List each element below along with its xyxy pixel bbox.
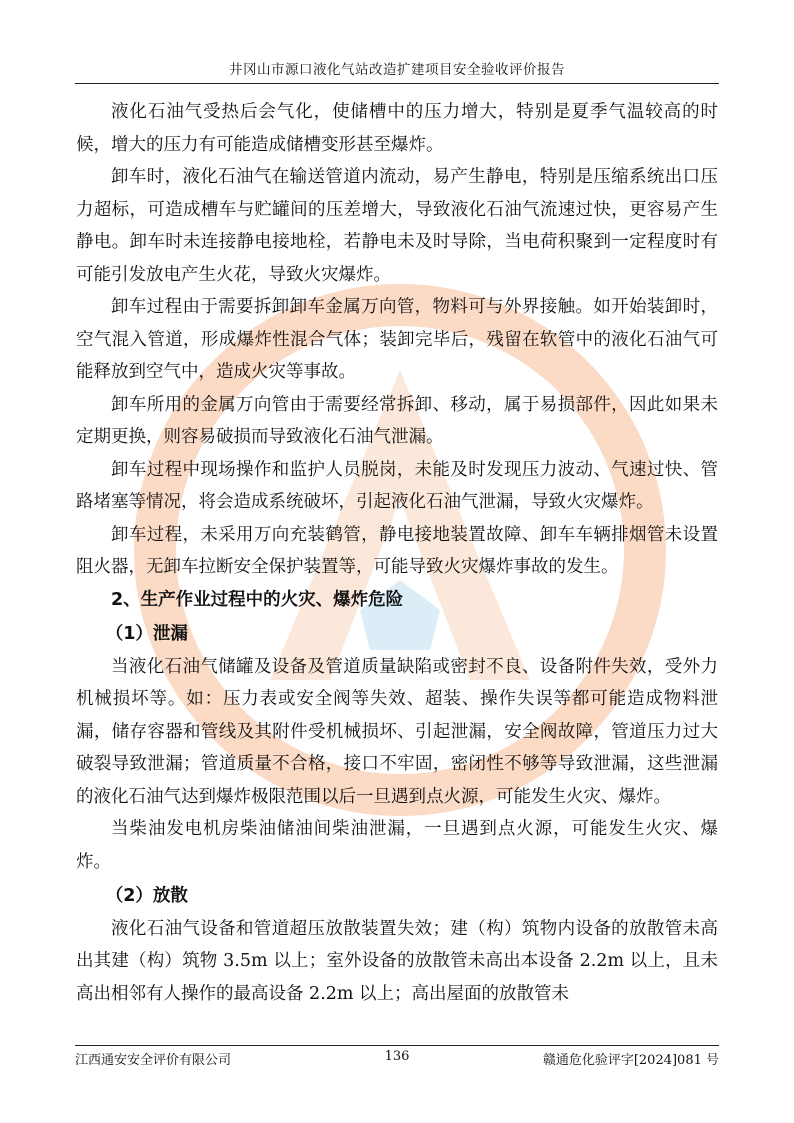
- paragraph: 液化石油气设备和管道超压放散装置失效；建（构）筑物内设备的放散管未高出其建（构）筑物 3.5m 以上；室外设备的放散管未高出本设备 2.2m 以上，且未高出相邻有人操作的最高设备 2.2m 以上；高出屋面的放散管未: [76, 918, 718, 1004]
- subsection-heading: （2）放散: [105, 886, 188, 906]
- paragraph: 卸车时，液化石油气在输送管道内流动，易产生静电，特别是压缩系统出口压力超标，可造成槽车与贮罐间的压差增大，导致液化石油气流速过快，更容易产生静电。卸车时未连接静电接地栓，若静电未及时导除，当电荷积聚到一定程度时有可能引发放电产生火花，导致火灾爆炸。: [76, 167, 718, 285]
- section-heading: 2、生产作业过程中的火灾、爆炸危险: [111, 589, 404, 610]
- report-number: 赣通危化验评字[2024]081 号: [542, 1053, 720, 1068]
- page-footer: [75, 1045, 719, 1068]
- paragraph: 卸车过程中现场操作和监护人员脱岗，未能及时发现压力波动、气速过快、管路堵塞等情况，将会造成系统破坏，引起液化石油气泄漏，导致火灾爆炸。: [76, 459, 718, 512]
- paragraph: 卸车过程由于需要拆卸卸车金属万向管，物料可与外界接触。如开始装卸时，空气混入管道，形成爆炸性混合气体；装卸完毕后，残留在软管中的液化石油气可能释放到空气中，造成火灾等事故。: [76, 297, 718, 382]
- page-number: 136: [384, 1049, 410, 1064]
- subsection-heading: （1）泄漏: [105, 624, 188, 644]
- paragraph: 液化石油气受热后会气化，使储槽中的压力增大，特别是夏季气温较高的时候，增大的压力有可能造成储槽变形甚至爆炸。: [76, 102, 718, 155]
- report-title: 井冈山市源口液化气站改造扩建项目安全验收评价报告: [229, 62, 565, 78]
- paragraph: 当液化石油气储罐及设备及管道质量缺陷或密封不良、设备附件失效，受外力机械损坏等。如：压力表或安全阀等失效、超装、操作失误等都可能造成物料泄漏，储存容器和管线及其附件受机械损坏、引起泄漏，安全阀故障，管道压力过大破裂导致泄漏；管道质量不合格，接口不牢固，密闭性不够等导致泄漏，这些泄漏的液化石油气达到爆炸极限范围以后一旦遇到点火源，可能发生火灾、爆炸。: [76, 656, 718, 807]
- paragraph: 卸车所用的金属万向管由于需要经常拆卸、移动，属于易损部件，因此如果未定期更换，则容易破损而导致液化石油气泄漏。: [76, 394, 718, 447]
- page-body: [76, 96, 718, 1010]
- company-name: 江西通安安全评价有限公司: [75, 1053, 232, 1068]
- page-header: [75, 58, 719, 84]
- paragraph: 卸车过程，未采用万向充装鹤管，静电接地装置故障、卸车车辆排烟管未设置阻火器，无卸车拉断安全保护装置等，可能导致火灾爆炸事故的发生。: [76, 524, 718, 577]
- paragraph: 当柴油发电机房柴油储油间柴油泄漏，一旦遇到点火源，可能发生火灾、爆炸。: [76, 819, 718, 872]
